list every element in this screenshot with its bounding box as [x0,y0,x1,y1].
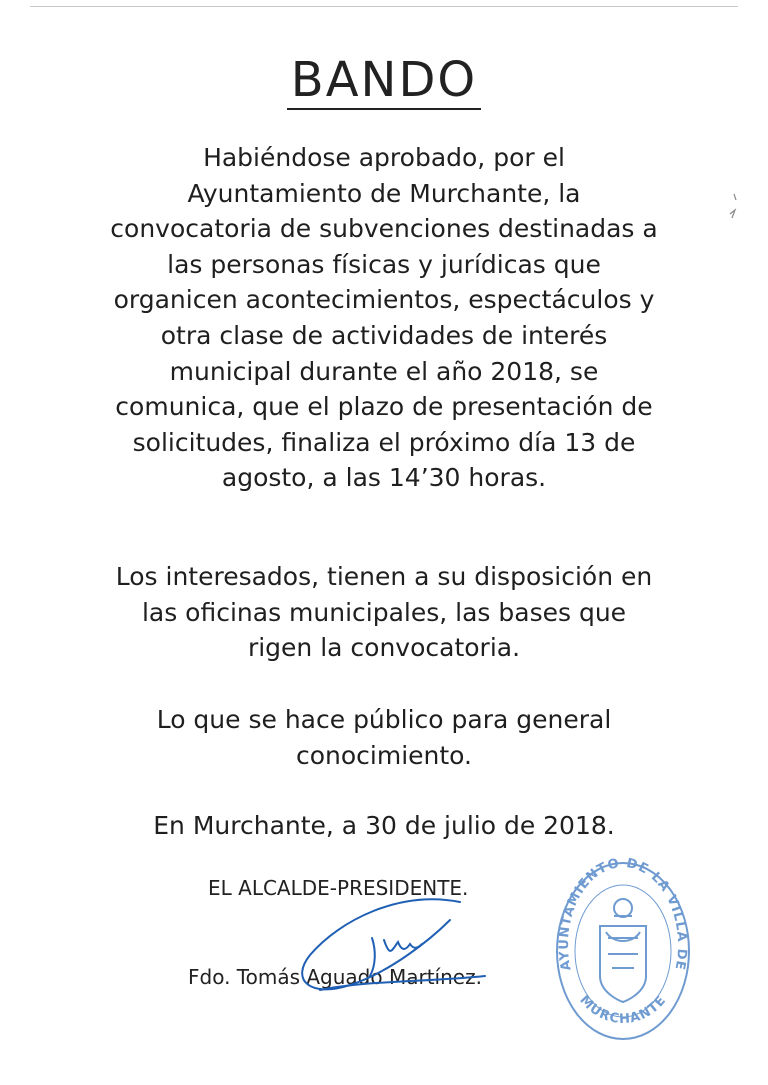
scan-smudge-mark [726,192,740,222]
public-notice-paragraph [30,702,738,773]
text-line: municipal durante el año 2018, se [169,356,599,386]
document-title [0,52,768,110]
text-line: rigen la convocatoria. [247,633,521,663]
text-line: comunica, que el plazo de presentación de [115,392,653,422]
text-line: Habiéndose aprobado, por el [203,143,565,172]
text-line: Ayuntamiento de Murchante, la [187,178,581,208]
scan-edge-line [30,6,738,7]
text-line: conocimiento. [295,740,472,770]
text-line: En Murchante, a 30 de julio de 2018. [153,811,615,840]
text-line: solicitudes, finaliza el próximo día 13 de [132,427,636,457]
text-line: Los interesados, tienen a su disposición en [115,562,653,591]
text-line: convocatoria de subvenciones destinadas a [110,214,658,244]
announcement-paragraph [30,140,738,496]
text-line: Lo que se hace público para general [156,705,612,734]
municipal-seal [548,856,698,1046]
title-text: BANDO [287,52,481,110]
availability-paragraph [30,559,738,666]
text-line: otra clase de actividades de interés [160,320,608,350]
place-date [30,808,738,844]
text-line: las oficinas municipales, las bases que [141,597,627,627]
signatory-name: Fdo. Tomás Aguado Martínez. [188,965,482,989]
seal-text-bottom: MURCHANTE [576,992,670,1028]
signatory-title: EL ALCALDE-PRESIDENTE. [208,876,469,900]
text-line: organicen acontecimientos, espectáculos y [113,285,655,315]
text-line: agosto, a las 14’30 horas. [221,463,547,493]
svg-text:MURCHANTE [576,993,669,1027]
handwritten-signature [280,880,500,1010]
text-line: las personas físicas y jurídicas que [167,249,601,279]
seal-text-top: AYUNTAMIENTO DE LA VILLA DE [556,856,690,972]
